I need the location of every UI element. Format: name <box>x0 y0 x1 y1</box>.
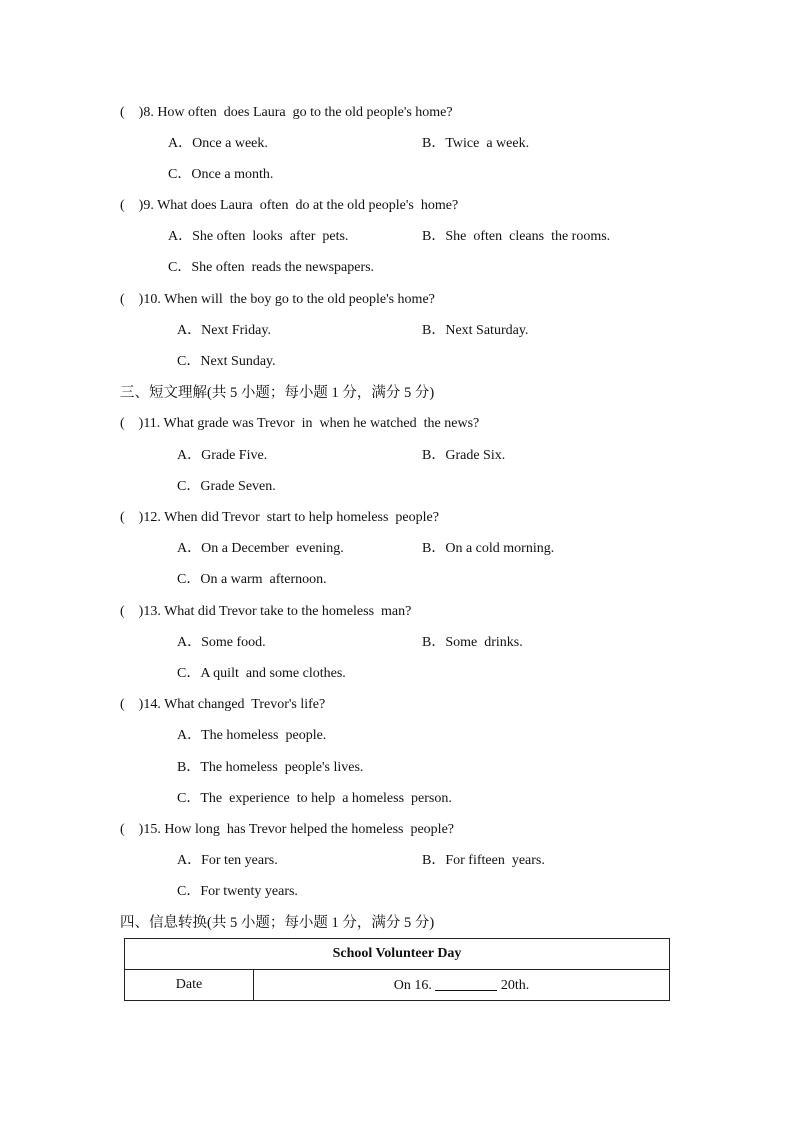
question-8-option-c[interactable]: C．Once a month. <box>168 167 274 182</box>
question-10-option-b[interactable]: B．Next Saturday. <box>422 323 529 338</box>
question-9-option-a[interactable]: A．She often looks after pets. <box>168 229 349 244</box>
question-10-option-c[interactable]: C．Next Sunday. <box>177 354 276 369</box>
table-title: School Volunteer Day <box>125 939 670 970</box>
section-4-heading: 四、信息转换(共 5 小题；每小题 1 分，满分 5 分) <box>120 915 435 931</box>
question-15-option-b[interactable]: B．For fifteen years. <box>422 853 545 868</box>
question-14-option-a[interactable]: A．The homeless people. <box>177 728 327 743</box>
question-12-option-a[interactable]: A．On a December evening. <box>177 541 344 556</box>
question-12-option-c[interactable]: C．On a warm afternoon. <box>177 572 327 587</box>
question-14-option-c[interactable]: C．The experience to help a homeless person. <box>177 791 452 806</box>
question-8-prompt: ( )8. How often does Laura go to the old people's home? <box>120 105 453 120</box>
question-10-option-a[interactable]: A．Next Friday. <box>177 323 271 338</box>
question-11-prompt: ( )11. What grade was Trevor in when he watched the news? <box>120 416 480 431</box>
question-13-option-b[interactable]: B．Some drinks. <box>422 635 523 650</box>
question-11-option-c[interactable]: C．Grade Seven. <box>177 479 276 494</box>
question-14-prompt: ( )14. What changed Trevor's life? <box>120 697 326 712</box>
section-3-heading: 三、短文理解(共 5 小题；每小题 1 分，满分 5 分) <box>120 385 435 401</box>
question-9-option-c[interactable]: C．She often reads the newspapers. <box>168 260 375 275</box>
question-12-option-b[interactable]: B．On a cold morning. <box>422 541 555 556</box>
table-row-label-date: Date <box>125 970 254 1001</box>
question-15-option-c[interactable]: C．For twenty years. <box>177 884 298 899</box>
question-15-prompt: ( )15. How long has Trevor helped the homeless people? <box>120 822 454 837</box>
question-12-prompt: ( )12. When did Trevor start to help homeless people? <box>120 510 439 525</box>
info-table <box>124 938 670 1001</box>
question-9-option-b[interactable]: B．She often cleans the rooms. <box>422 229 611 244</box>
question-13-option-a[interactable]: A．Some food. <box>177 635 266 650</box>
question-9-prompt: ( )9. What does Laura often do at the old people's home? <box>120 198 459 213</box>
table-row-value-date <box>254 970 670 1001</box>
question-8-option-b[interactable]: B．Twice a week. <box>422 136 530 151</box>
date-prefix: On 16. <box>393 978 432 993</box>
date-suffix: 20th. <box>500 978 530 993</box>
question-13-prompt: ( )13. What did Trevor take to the homeless man? <box>120 604 412 619</box>
question-14-option-b[interactable]: B．The homeless people's lives. <box>177 760 364 775</box>
question-11-option-b[interactable]: B．Grade Six. <box>422 448 506 463</box>
question-15-option-a[interactable]: A．For ten years. <box>177 853 278 868</box>
question-11-option-a[interactable]: A．Grade Five. <box>177 448 268 463</box>
question-10-prompt: ( )10. When will the boy go to the old people's home? <box>120 292 435 307</box>
question-13-option-c[interactable]: C．A quilt and some clothes. <box>177 666 346 681</box>
answer-blank-16[interactable] <box>435 976 497 991</box>
question-8-option-a[interactable]: A．Once a week. <box>168 136 268 151</box>
